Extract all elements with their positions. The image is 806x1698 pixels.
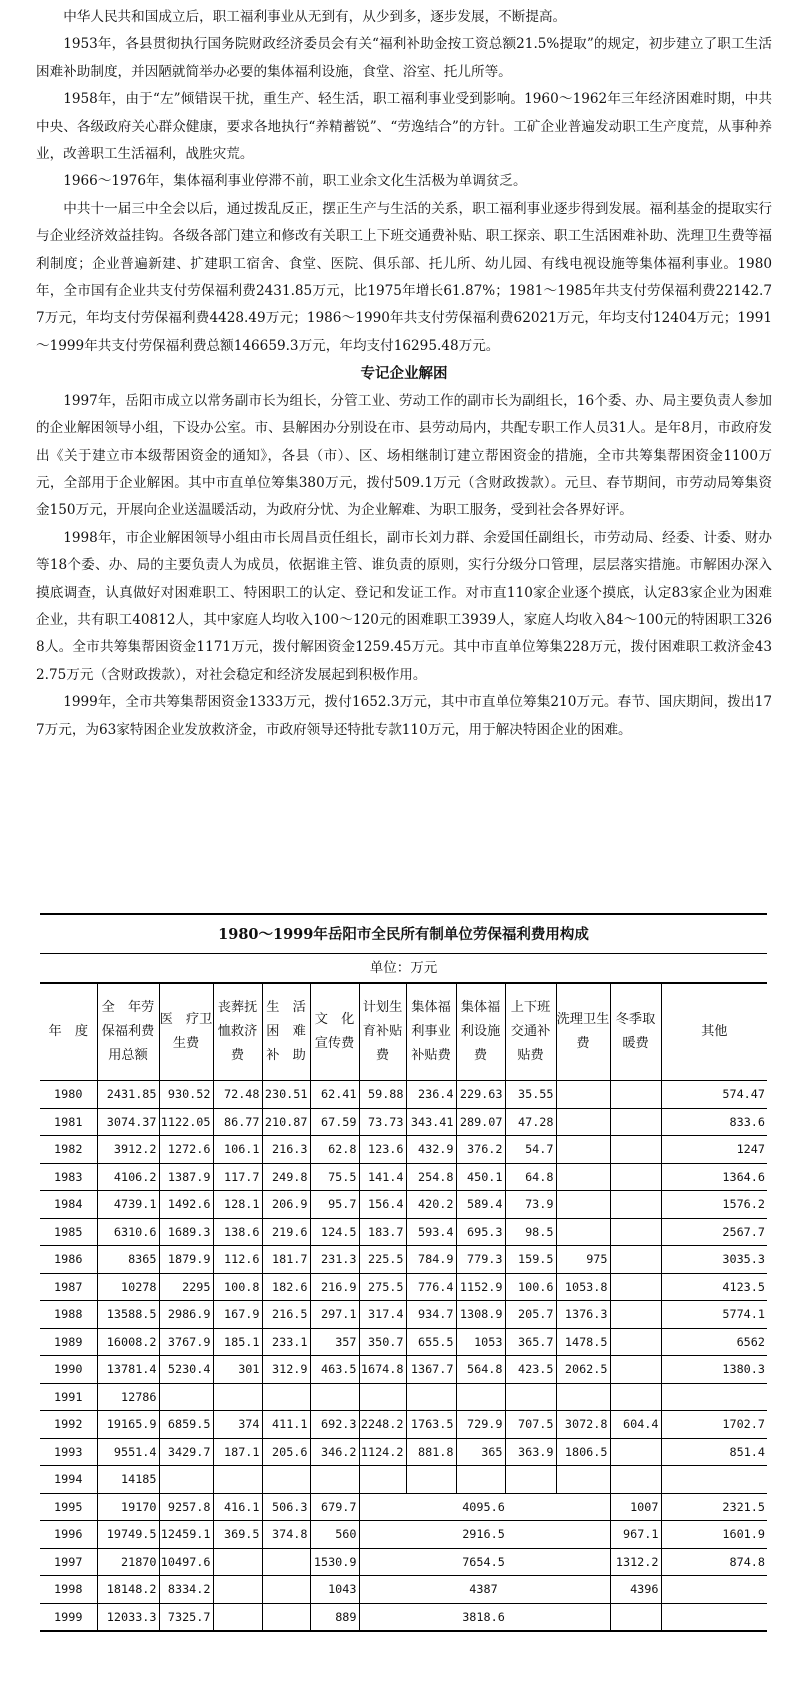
table-cell: 463.5 (310, 1356, 359, 1384)
table-cell: 205.7 (505, 1301, 556, 1329)
table-cell (262, 1548, 310, 1576)
table-cell: 881.8 (406, 1438, 456, 1466)
table-cell: 6562 (661, 1328, 767, 1356)
table-cell: 1364.6 (661, 1163, 767, 1191)
column-header: 冬季取暖费 (610, 984, 661, 1081)
table-cell (213, 1466, 262, 1494)
paragraph: 1998年，市企业解困领导小组由市长周昌贡任组长，副市长刘力群、余爱国任副组长，市劳动局、经委、计委、财办等18个委、办、局的主要负责人为成员，依据谁主管、谁负责的原则，实行分级分口管理，层层落实措施。市解困办深入摸底调查，认真做好对困难职工、特困职工的认定、登记和发证工作。对市直110家企业逐个摸底，认定83家企业为困难企业，共有职工40812人，其中家庭人均收入100～120元的困难职工3939人，家庭人均收入84～100元的特困职工3268人。全市共筹集帮困资金1171万元，拨付解困资金1259.45万元。其中市直单位筹集228万元，拨付困难职工救济金432.75万元（含财政拨款），对社会稳定和经济发展起到积极作用。 (36, 529, 772, 683)
table-row (40, 1163, 767, 1191)
table-cell: 254.8 (406, 1163, 456, 1191)
column-header: 其他 (661, 984, 767, 1081)
table-cell: 216.9 (310, 1273, 359, 1301)
year-cell: 1999 (40, 1603, 97, 1631)
column-header: 集体福利事业补贴费 (406, 984, 456, 1081)
table-cell: 4095.6 (359, 1493, 610, 1521)
column-header: 医 疗卫生费 (159, 984, 213, 1081)
table-cell: 233.1 (262, 1328, 310, 1356)
table-cell (610, 1081, 661, 1109)
table-cell (556, 1081, 610, 1109)
table-row (40, 1548, 767, 1576)
year-cell: 1983 (40, 1163, 97, 1191)
table-cell (262, 1383, 310, 1411)
table-cell (213, 1383, 262, 1411)
table-cell: 9551.4 (97, 1438, 159, 1466)
table-cell (610, 1108, 661, 1136)
intro-paragraphs (36, 4, 772, 360)
table-cell (610, 1383, 661, 1411)
table-cell: 776.4 (406, 1273, 456, 1301)
table-cell: 185.1 (213, 1328, 262, 1356)
table-cell: 3767.9 (159, 1328, 213, 1356)
year-cell: 1993 (40, 1438, 97, 1466)
column-header: 全 年劳保福利费用总额 (97, 984, 159, 1081)
paragraph: 中华人民共和国成立后，职工福利事业从无到有，从少到多，逐步发展，不断提高。 (63, 9, 567, 25)
table-cell: 1367.7 (406, 1356, 456, 1384)
table-cell: 14185 (97, 1466, 159, 1494)
table-cell (610, 1273, 661, 1301)
section-heading: 专记企业解困 (360, 365, 448, 383)
table-cell: 141.4 (359, 1163, 406, 1191)
table-row (40, 1411, 767, 1439)
table-cell: 975 (556, 1246, 610, 1274)
table-cell: 1376.3 (556, 1301, 610, 1329)
table-cell: 1674.8 (359, 1356, 406, 1384)
table-cell (262, 1466, 310, 1494)
year-cell: 1990 (40, 1356, 97, 1384)
table-cell: 73.73 (359, 1108, 406, 1136)
table-cell: 374 (213, 1411, 262, 1439)
table-cell (213, 1603, 262, 1631)
table-cell: 3818.6 (359, 1603, 610, 1631)
table-cell (610, 1356, 661, 1384)
table-cell: 10497.6 (159, 1548, 213, 1576)
table-cell: 4387 (359, 1576, 610, 1604)
table-cell: 112.6 (213, 1246, 262, 1274)
table-cell: 2295 (159, 1273, 213, 1301)
table-cell: 19170 (97, 1493, 159, 1521)
table-cell: 1007 (610, 1493, 661, 1521)
table-row (40, 1136, 767, 1164)
welfare-table-block (40, 913, 767, 1632)
table-cell (610, 1218, 661, 1246)
table-cell: 4123.5 (661, 1273, 767, 1301)
table-cell: 216.3 (262, 1136, 310, 1164)
table-cell (610, 1136, 661, 1164)
table-cell: 3035.3 (661, 1246, 767, 1274)
paragraph: 中共十一届三中全会以后，通过拨乱反正，摆正生产与生活的关系，职工福利事业逐步得到发展。福利基金的提取实行与企业经济效益挂钩。各级各部门建立和修改有关职工上下班交通费补贴、职工探亲、职工生活困难补助、洗理卫生费等福利制度；企业普遍新建、扩建职工宿舍、食堂、医院、俱乐部、托儿所、幼儿园、有线电视设施等集体福利事业。1980年，全市国有企业共支付劳保福利费2431.85万元，比1975年增长61.87%；1981～1985年共支付劳保福利费22142.77万元，年均支付劳保福利费4428.49万元；1986～1990年共支付劳保福利费62021万元，年均支付12404万元；1991～1999年共支付劳保福利费总额146659.3万元，年均支付16295.48万元。 (36, 200, 772, 354)
table-cell: 1576.2 (661, 1191, 767, 1219)
table-cell: 54.7 (505, 1136, 556, 1164)
year-cell: 1989 (40, 1328, 97, 1356)
table-cell: 18148.2 (97, 1576, 159, 1604)
paragraph: 1958年，由于“左”倾错误干扰，重生产、轻生活，职工福利事业受到影响。1960～1962年三年经济困难时期，中共中央、各级政府关心群众健康，要求各地执行“养精蓄锐”、“劳逸结合”的方针。工矿企业普遍发动职工生产度荒，从事种养业，改善职工生活福利，战胜灾荒。 (36, 91, 772, 163)
table-cell: 376.2 (456, 1136, 505, 1164)
table-cell: 369.5 (213, 1521, 262, 1549)
table-cell: 1152.9 (456, 1273, 505, 1301)
table-cell: 779.3 (456, 1246, 505, 1274)
table-cell: 1478.5 (556, 1328, 610, 1356)
table-cell: 229.63 (456, 1081, 505, 1109)
table-cell: 589.4 (456, 1191, 505, 1219)
table-cell: 833.6 (661, 1108, 767, 1136)
table-cell: 655.5 (406, 1328, 456, 1356)
year-cell: 1998 (40, 1576, 97, 1604)
table-cell: 289.07 (456, 1108, 505, 1136)
table-cell: 62.41 (310, 1081, 359, 1109)
table-cell (610, 1328, 661, 1356)
table-cell (610, 1191, 661, 1219)
table-row (40, 1521, 767, 1549)
table-cell: 19749.5 (97, 1521, 159, 1549)
table-cell: 1387.9 (159, 1163, 213, 1191)
column-header: 生 活困 难补 助 (262, 984, 310, 1081)
year-cell: 1981 (40, 1108, 97, 1136)
table-cell: 19165.9 (97, 1411, 159, 1439)
table-row (40, 1576, 767, 1604)
table-cell: 205.6 (262, 1438, 310, 1466)
table-row (40, 1603, 767, 1631)
table-cell: 374.8 (262, 1521, 310, 1549)
table-cell: 346.2 (310, 1438, 359, 1466)
table-cell: 117.7 (213, 1163, 262, 1191)
table-cell: 707.5 (505, 1411, 556, 1439)
table-cell: 350.7 (359, 1328, 406, 1356)
table-cell: 564.8 (456, 1356, 505, 1384)
table-cell: 317.4 (359, 1301, 406, 1329)
table-row (40, 1328, 767, 1356)
table-cell (556, 1383, 610, 1411)
table-cell: 7325.7 (159, 1603, 213, 1631)
year-cell: 1996 (40, 1521, 97, 1549)
table-cell (213, 1548, 262, 1576)
table-cell: 72.48 (213, 1081, 262, 1109)
paragraph: 1953年，各县贯彻执行国务院财政经济委员会有关“福利补助金按工资总额21.5%提取”的规定，初步建立了职工生活困难补助制度，并因陋就简举办必要的集体福利设施，食堂、浴室、托儿所等。 (36, 36, 772, 80)
table-cell (610, 1301, 661, 1329)
table-title: 1980～1999年岳阳市全民所有制单位劳保福利费用构成 (40, 913, 767, 954)
table-row (40, 1438, 767, 1466)
table-row (40, 1273, 767, 1301)
table-cell: 8334.2 (159, 1576, 213, 1604)
year-cell: 1985 (40, 1218, 97, 1246)
table-cell: 1122.05 (159, 1108, 213, 1136)
table-cell (610, 1466, 661, 1494)
table-row (40, 1218, 767, 1246)
table-cell: 365.7 (505, 1328, 556, 1356)
table-cell: 128.1 (213, 1191, 262, 1219)
table-cell (213, 1576, 262, 1604)
year-cell: 1986 (40, 1246, 97, 1274)
table-cell (505, 1383, 556, 1411)
table-cell: 2248.2 (359, 1411, 406, 1439)
table-cell: 100.8 (213, 1273, 262, 1301)
table-cell: 2062.5 (556, 1356, 610, 1384)
table-row (40, 1493, 767, 1521)
table-cell: 679.7 (310, 1493, 359, 1521)
table-cell: 411.1 (262, 1411, 310, 1439)
table-cell: 297.1 (310, 1301, 359, 1329)
table-cell: 231.3 (310, 1246, 359, 1274)
table-cell: 95.7 (310, 1191, 359, 1219)
table-cell (505, 1466, 556, 1494)
table-cell: 159.5 (505, 1246, 556, 1274)
table-cell: 16008.2 (97, 1328, 159, 1356)
year-cell: 1992 (40, 1411, 97, 1439)
table-cell (359, 1383, 406, 1411)
year-cell: 1984 (40, 1191, 97, 1219)
table-cell: 851.4 (661, 1438, 767, 1466)
table-row (40, 1108, 767, 1136)
table-cell: 138.6 (213, 1218, 262, 1246)
table-cell: 13781.4 (97, 1356, 159, 1384)
table-cell: 210.87 (262, 1108, 310, 1136)
table-cell (610, 1246, 661, 1274)
table-row (40, 1301, 767, 1329)
column-header: 洗理卫生费 (556, 984, 610, 1081)
table-cell: 1247 (661, 1136, 767, 1164)
table-cell: 123.6 (359, 1136, 406, 1164)
table-cell (310, 1383, 359, 1411)
table-unit: 单位：万元 (40, 954, 767, 983)
table-cell: 182.6 (262, 1273, 310, 1301)
welfare-cost-table (40, 983, 767, 1632)
table-cell: 4396 (610, 1576, 661, 1604)
table-cell: 312.9 (262, 1356, 310, 1384)
table-cell: 275.5 (359, 1273, 406, 1301)
table-cell: 1053.8 (556, 1273, 610, 1301)
table-cell (456, 1466, 505, 1494)
table-row (40, 1191, 767, 1219)
year-cell: 1994 (40, 1466, 97, 1494)
table-cell: 59.88 (359, 1081, 406, 1109)
table-cell: 889 (310, 1603, 359, 1631)
table-cell: 124.5 (310, 1218, 359, 1246)
table-cell: 2986.9 (159, 1301, 213, 1329)
column-header: 丧葬抚恤救济费 (213, 984, 262, 1081)
table-cell: 363.9 (505, 1438, 556, 1466)
table-cell: 4739.1 (97, 1191, 159, 1219)
table-cell (661, 1603, 767, 1631)
table-cell: 3074.37 (97, 1108, 159, 1136)
table-cell: 1043 (310, 1576, 359, 1604)
table-cell: 156.4 (359, 1191, 406, 1219)
table-cell: 343.41 (406, 1108, 456, 1136)
table-row (40, 1383, 767, 1411)
paragraph: 1966～1976年，集体福利事业停滞不前，职工业余文化生活极为单调贫乏。 (63, 173, 527, 190)
table-cell: 450.1 (456, 1163, 505, 1191)
paragraph: 1999年，全市共筹集帮困资金1333万元，拨付1652.3万元，其中市直单位筹集210万元。春节、国庆期间，拨出177万元，为63家特困企业发放救济金，市政府领导还特批专款110万元，用于解决特困企业的困难。 (36, 694, 772, 738)
table-cell: 967.1 (610, 1521, 661, 1549)
table-cell (610, 1438, 661, 1466)
table-cell: 930.52 (159, 1081, 213, 1109)
table-cell: 167.9 (213, 1301, 262, 1329)
table-cell: 100.6 (505, 1273, 556, 1301)
table-cell: 35.55 (505, 1081, 556, 1109)
table-row (40, 1466, 767, 1494)
table-cell (556, 1163, 610, 1191)
table-cell: 62.8 (310, 1136, 359, 1164)
table-cell: 86.77 (213, 1108, 262, 1136)
table-cell: 357 (310, 1328, 359, 1356)
table-cell: 3429.7 (159, 1438, 213, 1466)
table-row (40, 1081, 767, 1109)
table-cell: 692.3 (310, 1411, 359, 1439)
table-cell: 416.1 (213, 1493, 262, 1521)
table-cell: 695.3 (456, 1218, 505, 1246)
table-cell: 365 (456, 1438, 505, 1466)
table-cell (556, 1108, 610, 1136)
table-cell: 5230.4 (159, 1356, 213, 1384)
year-cell: 1988 (40, 1301, 97, 1329)
table-row (40, 1246, 767, 1274)
column-header: 集体福利设施费 (456, 984, 505, 1081)
table-cell: 420.2 (406, 1191, 456, 1219)
table-cell: 1053 (456, 1328, 505, 1356)
table-cell: 73.9 (505, 1191, 556, 1219)
table-cell: 784.9 (406, 1246, 456, 1274)
table-cell (610, 1603, 661, 1631)
table-cell: 13588.5 (97, 1301, 159, 1329)
table-cell: 21870 (97, 1548, 159, 1576)
table-cell (262, 1603, 310, 1631)
table-cell (310, 1466, 359, 1494)
table-cell: 75.5 (310, 1163, 359, 1191)
table-cell: 181.7 (262, 1246, 310, 1274)
table-cell: 1530.9 (310, 1548, 359, 1576)
table-cell: 236.4 (406, 1081, 456, 1109)
table-cell (556, 1218, 610, 1246)
table-cell: 1492.6 (159, 1191, 213, 1219)
column-header: 计划生育补贴费 (359, 984, 406, 1081)
table-cell: 1702.7 (661, 1411, 767, 1439)
table-cell (262, 1576, 310, 1604)
body-text (36, 4, 772, 744)
year-cell: 1997 (40, 1548, 97, 1576)
table-cell: 1763.5 (406, 1411, 456, 1439)
table-cell (359, 1466, 406, 1494)
table-cell: 67.59 (310, 1108, 359, 1136)
table-cell (406, 1383, 456, 1411)
table-cell: 574.47 (661, 1081, 767, 1109)
table-cell: 6310.6 (97, 1218, 159, 1246)
table-cell: 98.5 (505, 1218, 556, 1246)
table-cell: 7654.5 (359, 1548, 610, 1576)
table-cell (159, 1466, 213, 1494)
table-cell (556, 1191, 610, 1219)
table-cell: 432.9 (406, 1136, 456, 1164)
table-cell: 1272.6 (159, 1136, 213, 1164)
table-cell: 1124.2 (359, 1438, 406, 1466)
year-cell: 1980 (40, 1081, 97, 1109)
table-cell: 3072.8 (556, 1411, 610, 1439)
column-header: 上下班交通补贴费 (505, 984, 556, 1081)
table-cell: 12459.1 (159, 1521, 213, 1549)
column-header: 文 化宣传费 (310, 984, 359, 1081)
table-cell: 1312.2 (610, 1548, 661, 1576)
table-cell: 216.5 (262, 1301, 310, 1329)
paragraph: 1997年，岳阳市成立以常务副市长为组长，分管工业、劳动工作的副市长为副组长，16个委、办、局主要负责人参加的企业解困领导小组，下设办公室。市、县解困办分别设在市、县劳动局内，共配专职工作人员31人。是年8月，市政府发出《关于建立市本级帮困资金的通知》，各县（市）、区、场相继制订建立帮困资金的措施，全市共筹集帮困资金1100万元，全部用于企业解困。其中市直单位筹集380万元，拨付509.1万元（含财政拨款）。元旦、春节期间，市劳动局筹集资金150万元，开展向企业送温暖活动，为政府分忧、为企业解难、为职工服务，受到社会各界好评。 (36, 392, 772, 519)
section-paragraphs (36, 388, 772, 744)
table-cell (661, 1576, 767, 1604)
table-cell: 301 (213, 1356, 262, 1384)
table-cell: 1380.3 (661, 1356, 767, 1384)
table-cell: 9257.8 (159, 1493, 213, 1521)
table-cell: 729.9 (456, 1411, 505, 1439)
table-cell: 230.51 (262, 1081, 310, 1109)
year-cell: 1991 (40, 1383, 97, 1411)
table-cell: 1308.9 (456, 1301, 505, 1329)
table-cell (556, 1466, 610, 1494)
table-cell: 1806.5 (556, 1438, 610, 1466)
table-cell: 874.8 (661, 1548, 767, 1576)
table-cell (661, 1383, 767, 1411)
table-cell: 6859.5 (159, 1411, 213, 1439)
table-cell: 2321.5 (661, 1493, 767, 1521)
table-cell (456, 1383, 505, 1411)
table-cell: 1879.9 (159, 1246, 213, 1274)
table-cell (661, 1466, 767, 1494)
table-cell: 1689.3 (159, 1218, 213, 1246)
table-cell: 64.8 (505, 1163, 556, 1191)
table-cell: 206.9 (262, 1191, 310, 1219)
table-cell (556, 1136, 610, 1164)
table-cell: 5774.1 (661, 1301, 767, 1329)
table-cell: 3912.2 (97, 1136, 159, 1164)
year-cell: 1982 (40, 1136, 97, 1164)
year-cell: 1995 (40, 1493, 97, 1521)
table-cell (610, 1163, 661, 1191)
table-cell: 604.4 (610, 1411, 661, 1439)
table-cell (406, 1466, 456, 1494)
column-header: 年 度 (40, 984, 97, 1081)
table-cell: 1601.9 (661, 1521, 767, 1549)
table-cell: 47.28 (505, 1108, 556, 1136)
table-cell: 183.7 (359, 1218, 406, 1246)
table-cell: 506.3 (262, 1493, 310, 1521)
table-cell: 4106.2 (97, 1163, 159, 1191)
table-cell: 12786 (97, 1383, 159, 1411)
table-cell: 423.5 (505, 1356, 556, 1384)
table-cell: 2916.5 (359, 1521, 610, 1549)
table-cell: 12033.3 (97, 1603, 159, 1631)
table-cell: 560 (310, 1521, 359, 1549)
table-cell: 249.8 (262, 1163, 310, 1191)
table-cell: 225.5 (359, 1246, 406, 1274)
table-cell: 593.4 (406, 1218, 456, 1246)
table-cell (159, 1383, 213, 1411)
year-cell: 1987 (40, 1273, 97, 1301)
table-cell: 2567.7 (661, 1218, 767, 1246)
table-header-row (40, 984, 767, 1081)
table-cell: 8365 (97, 1246, 159, 1274)
table-cell: 2431.85 (97, 1081, 159, 1109)
table-cell: 106.1 (213, 1136, 262, 1164)
table-row (40, 1356, 767, 1384)
table-cell: 219.6 (262, 1218, 310, 1246)
table-cell: 934.7 (406, 1301, 456, 1329)
table-cell: 10278 (97, 1273, 159, 1301)
table-cell: 187.1 (213, 1438, 262, 1466)
